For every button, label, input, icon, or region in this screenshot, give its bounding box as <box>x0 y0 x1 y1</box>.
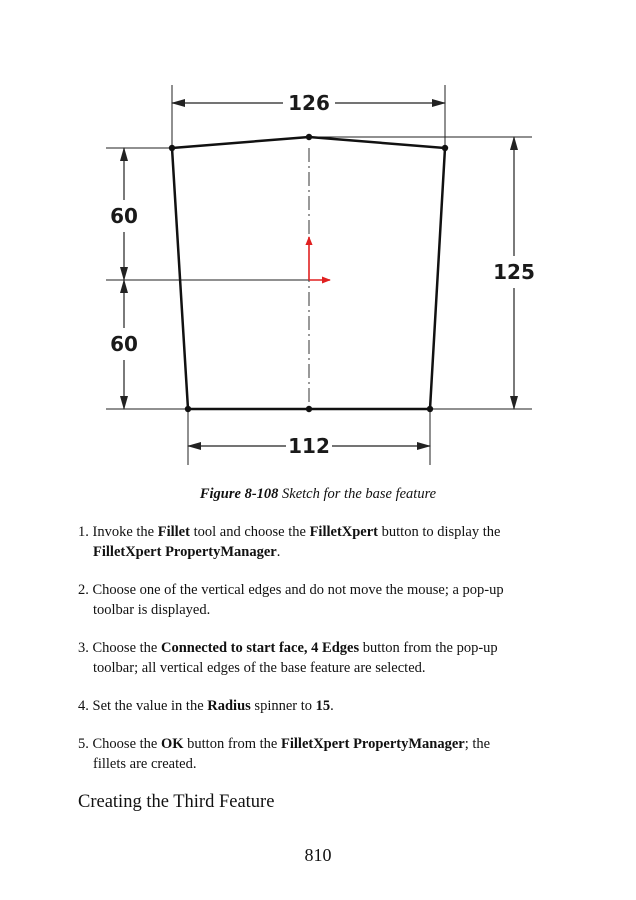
section-heading: Creating the Third Feature <box>78 792 275 812</box>
step-3: 3. Choose the Connected to start face, 4 Edges button from the pop-up toolbar; all vertical edges of the base feature are selected. <box>78 640 498 676</box>
caption-number: Figure 8-108 <box>199 486 279 502</box>
step-1: 1. Invoke the Fillet tool and choose the FilletXpert button to display the FilletXpert PropertyManager. <box>78 524 501 560</box>
caption-text: Sketch for the base feature <box>282 486 437 502</box>
dim-126: 126 <box>288 91 330 115</box>
fillet-term: Fillet <box>157 524 190 540</box>
dim-112: 112 <box>288 434 330 458</box>
filletxpert-propertymanager-term: FilletXpert PropertyManager <box>93 544 277 560</box>
step-2: 2. Choose one of the vertical edges and do not move the mouse; a pop-up toolbar is displayed. <box>78 582 504 618</box>
radius-value: 15 <box>315 698 331 714</box>
ok-term: OK <box>160 736 184 752</box>
connected-edges-term: Connected to start face, 4 Edges <box>160 640 360 656</box>
page-number: 810 <box>304 845 332 865</box>
figure-caption <box>0 486 636 503</box>
radius-term: Radius <box>207 698 251 714</box>
dim-60-lower: 60 <box>110 332 138 356</box>
filletxpert-propertymanager-term-2: FilletXpert PropertyManager <box>281 736 465 752</box>
origin-marker <box>309 237 330 280</box>
dim-60-upper: 60 <box>110 204 138 228</box>
step-4: 4. Set the value in the Radius spinner to 15. <box>78 698 334 714</box>
dim-125: 125 <box>493 260 535 284</box>
step-5: 5. Choose the OK button from the FilletXpert PropertyManager; the fillets are created. <box>78 736 491 772</box>
filletxpert-term: FilletXpert <box>309 524 379 540</box>
